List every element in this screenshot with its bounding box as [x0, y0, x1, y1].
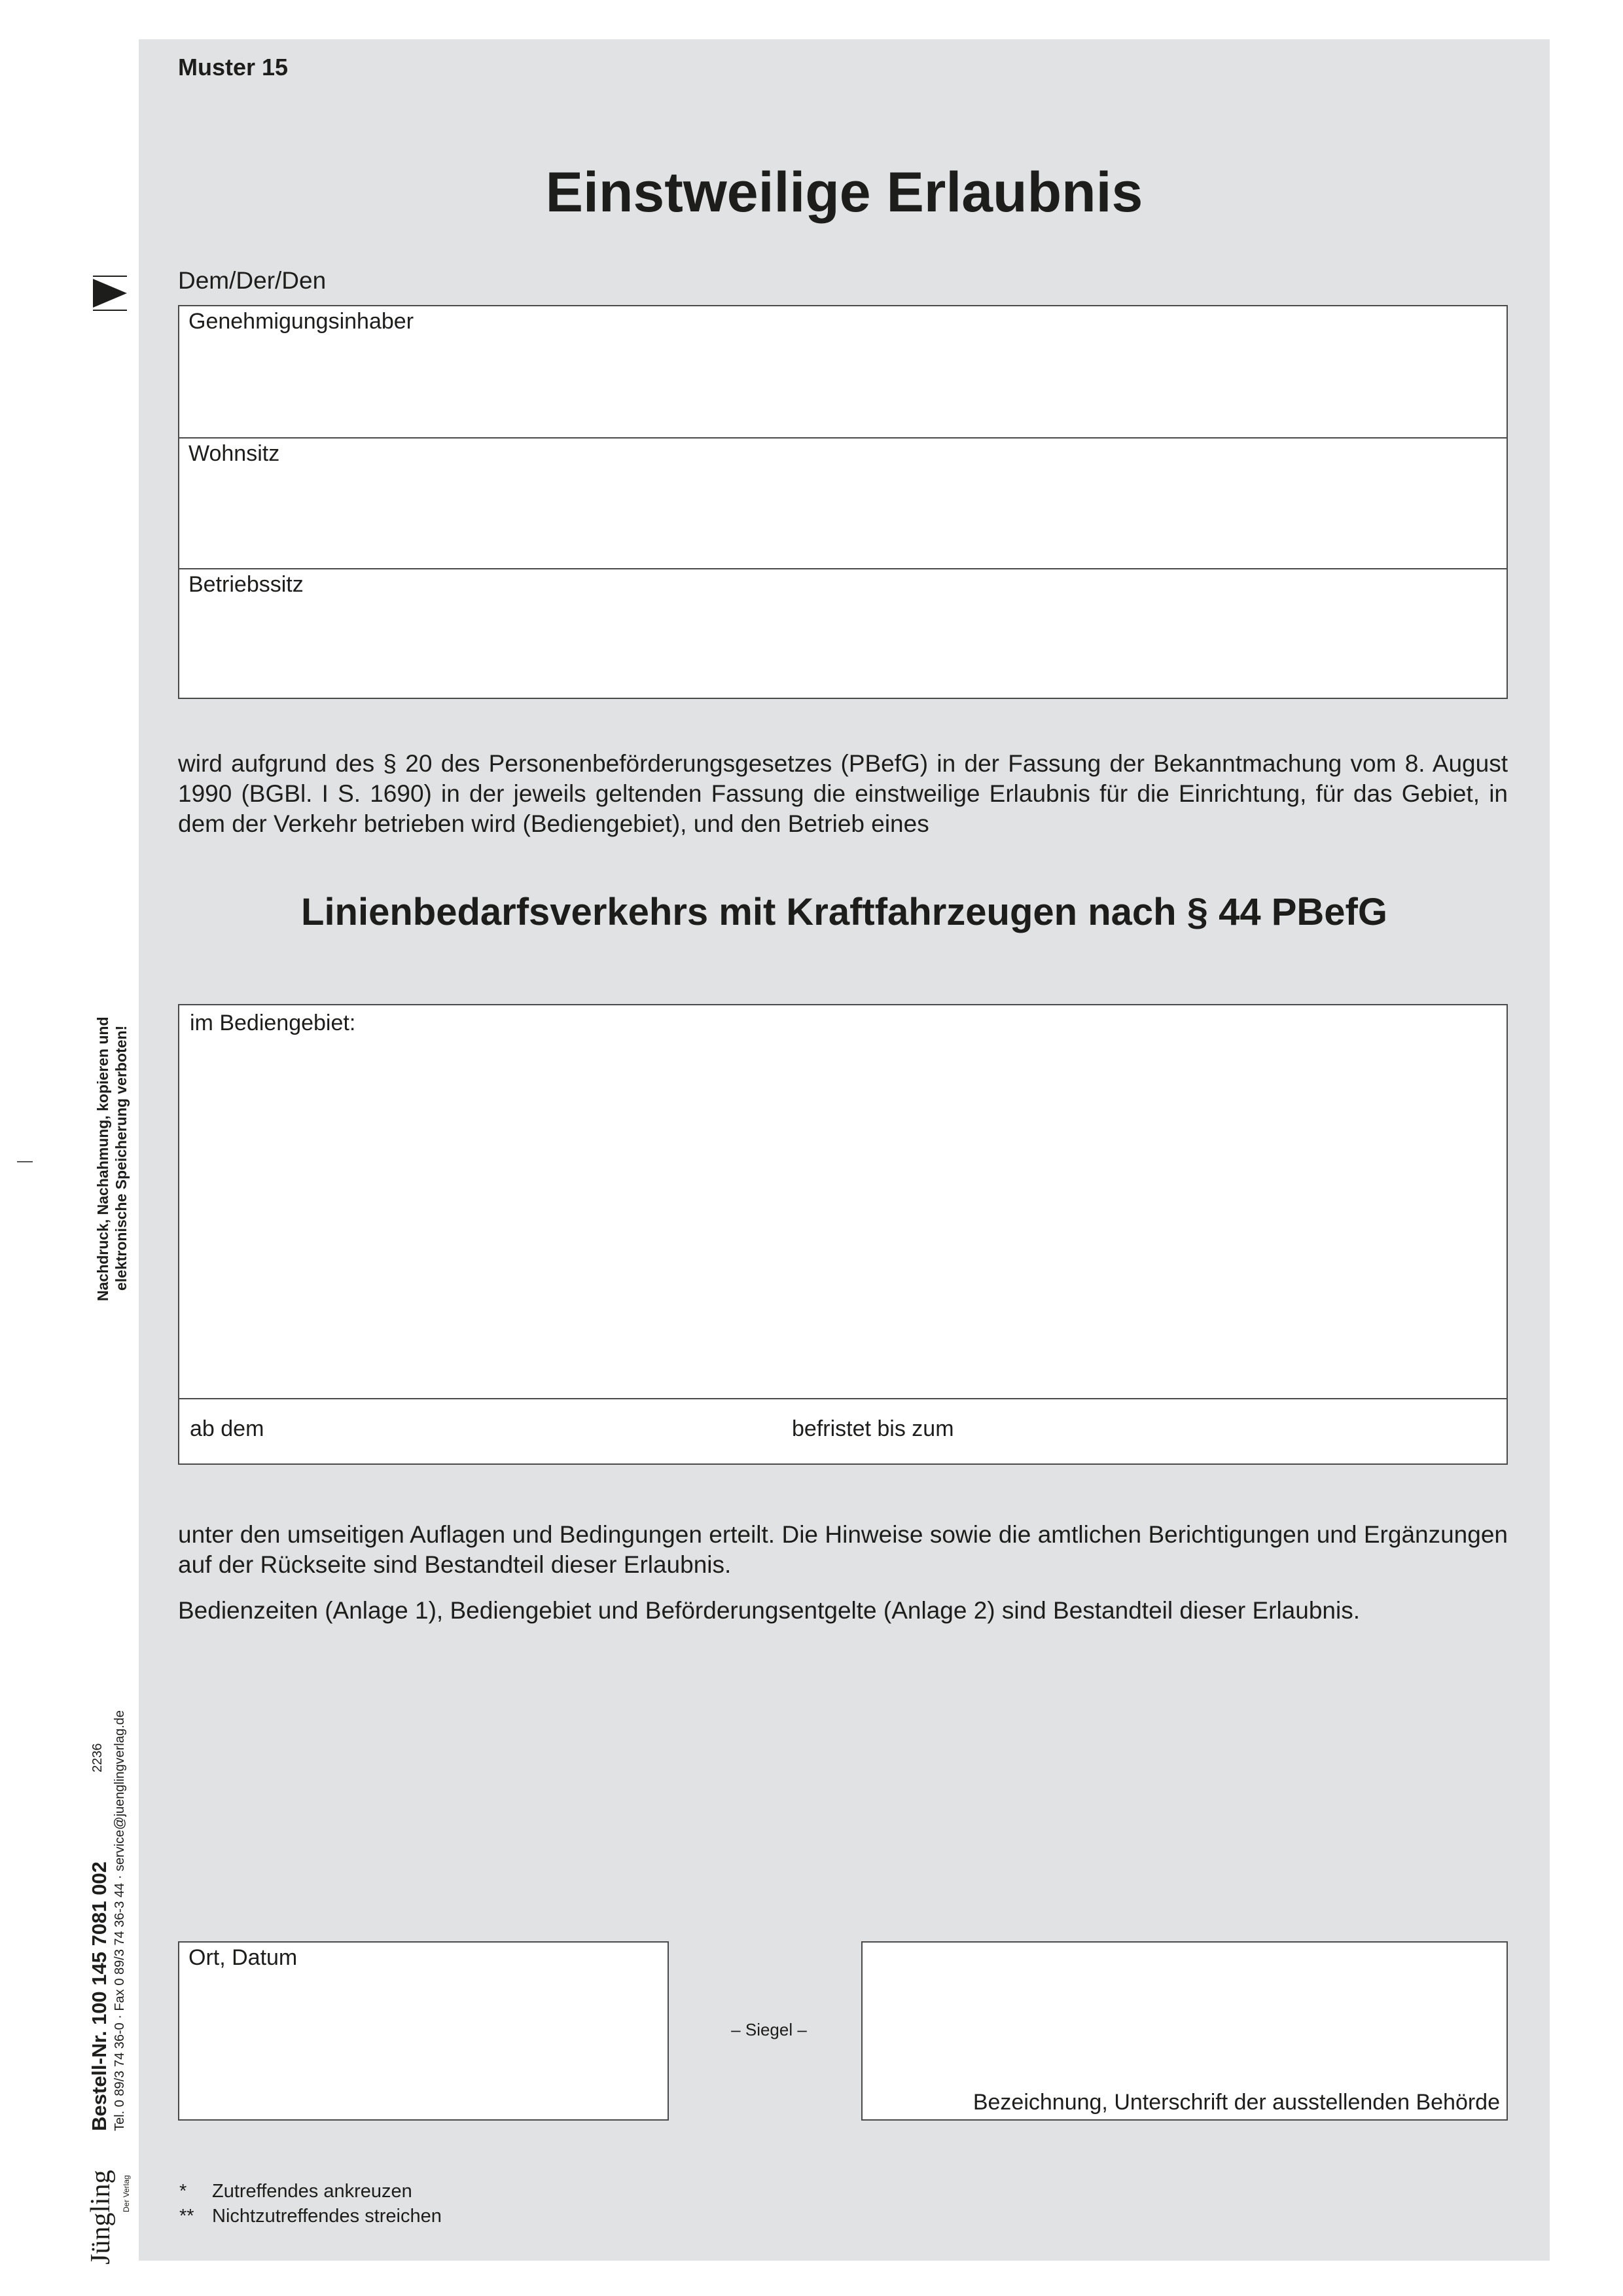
authority-signature-box[interactable]: [861, 1941, 1508, 2121]
field-divider: [179, 1398, 1507, 1399]
authority-signature-label: Bezeichnung, Unterschrift der ausstellenden Behörde: [972, 2090, 1500, 2115]
start-date-field[interactable]: ab dem: [190, 1416, 264, 1441]
footnote-mark: **: [179, 2206, 194, 2227]
form-code: 2236: [90, 1743, 105, 1772]
legal-paragraph: wird aufgrund des § 20 des Personenbeförderungsgesetzes (PBefG) in der Fassung der Bekanntmachung vom 8. August 1990 (BGBl. I S. 1690) in der jeweils geltenden Fassung die einstweilige Erlaubnis für die Einrichtung, für das Gebiet, in dem der Verkehr betrieben wird (Bediengebiet), und den Betrieb eines: [178, 750, 1508, 837]
residence-field[interactable]: Wohnsitz: [188, 441, 280, 466]
conditions-paragraph: unter den umseitigen Auflagen und Bedingungen erteilt. Die Hinweise sowie die amtlichen Berichtigungen und Ergänzungen auf der Rückseite sind Bestandteil dieser Erlaubnis.: [178, 1521, 1508, 1578]
field-divider: [179, 437, 1507, 439]
publisher-contact: Tel. 0 89/3 74 36-0 · Fax 0 89/3 74 36-3 44 · service@juenglingverlag.de: [113, 1710, 127, 2131]
service-area-box: [178, 1004, 1508, 1465]
place-date-label: Ort, Datum: [188, 1945, 298, 1970]
publisher-tagline: Der Verlag: [122, 2175, 131, 2212]
field-divider: [179, 568, 1507, 569]
footnote-mark: *: [179, 2181, 187, 2202]
recipient-intro: Dem/Der/Den: [178, 267, 327, 294]
place-date-box[interactable]: [178, 1941, 669, 2121]
copyright-notice-line2: elektronische Speicherung verboten!: [113, 1025, 130, 1291]
pointer-arrow-icon: [93, 275, 127, 312]
annex-paragraph: Bedienzeiten (Anlage 1), Bediengebiet und Beförderungsentgelte (Anlage 2) sind Bestandteil dieser Erlaubnis.: [178, 1597, 1360, 1624]
recipient-box: [178, 305, 1508, 699]
service-area-field[interactable]: im Bediengebiet:: [190, 1011, 356, 1035]
end-date-field[interactable]: befristet bis zum: [792, 1416, 954, 1441]
holder-field[interactable]: Genehmigungsinhaber: [188, 309, 414, 334]
form-number: Muster 15: [178, 54, 289, 81]
order-number: Bestell-Nr. 100 145 7081 002: [88, 1861, 111, 2131]
page-title: Einstweilige Erlaubnis: [545, 161, 1143, 224]
business-seat-field[interactable]: Betriebssitz: [188, 572, 304, 597]
fold-mark: [17, 1161, 33, 1162]
footnote-text: Nichtzutreffendes streichen: [212, 2206, 442, 2227]
footnote-text: Zutreffendes ankreuzen: [212, 2181, 412, 2202]
seal-label: – Siegel –: [731, 2020, 807, 2039]
copyright-notice-line1: Nachdruck, Nachahmung, kopieren und: [94, 1016, 111, 1301]
section-title: Linienbedarfsverkehrs mit Kraftfahrzeugen nach § 44 PBefG: [301, 891, 1387, 933]
publisher-logo: Jüngling: [86, 2170, 116, 2265]
